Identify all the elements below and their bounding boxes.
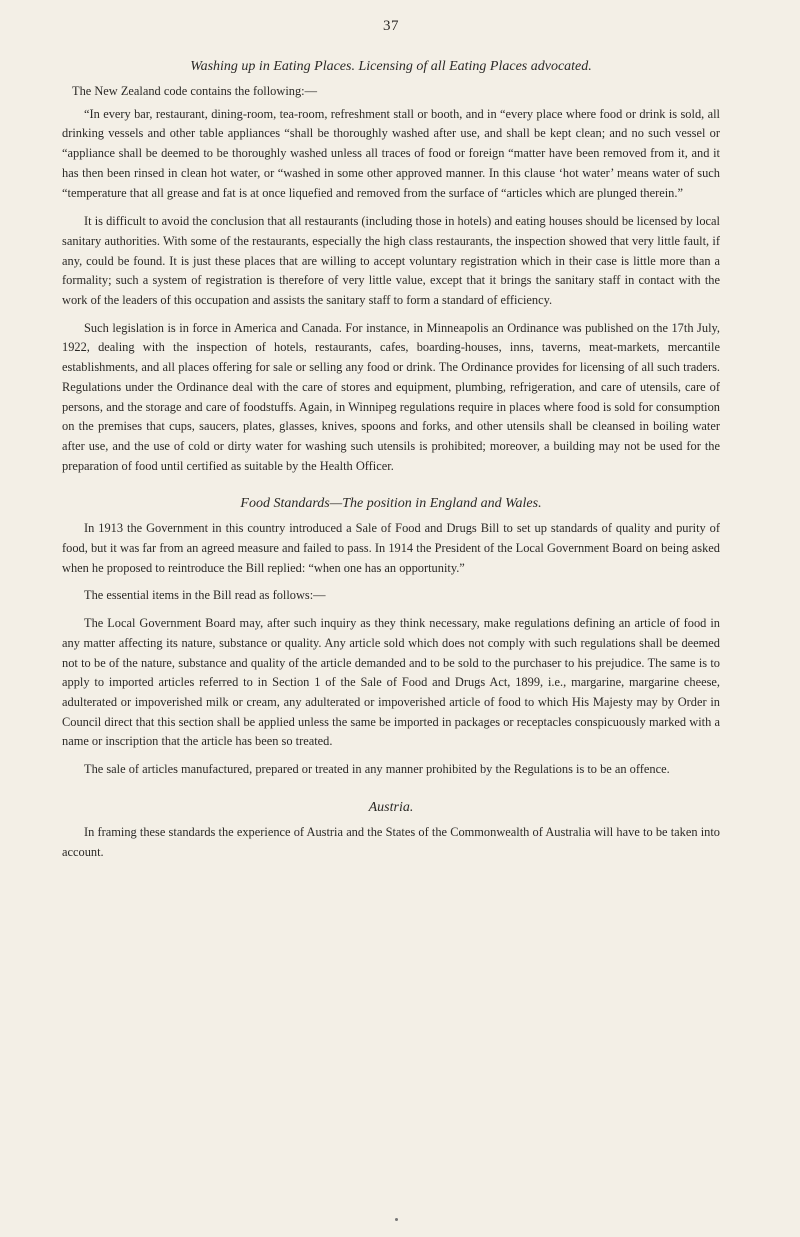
paragraph-1913-bill: In 1913 the Government in this country introduced a Sale of Food and Drugs Bill to set up standards of quality and purity of food, but it was far from an agreed measure and failed to pass. In 1914 the President of the Local Government Board on being asked when he proposed to reintroduce the Bill replied: “when one has an opportunity.” xyxy=(62,521,720,575)
paragraph-america-canada: Such legislation is in force in America and Canada. For instance, in Minneapolis an Ordinance was published on the 17th July, 1922, dealing with the inspection of hotels, restaurants, cafes, boarding-houses, inns, taverns, meat-markets, mercantile establishments, and all places offering for sale or selling any food or drink. The Ordinance provides for licensing of all such traders. Regulations under the Ordinance deal with the care of stores and equipment, plumbing, refrigeration, and care of utensils, care of persons, and the storage and care of foodstuffs. Again, in Winnipeg regulations require in places where food is sold for consumption on the premises that cups, saucers, plates, glasses, knives, spoons and forks, and other utensils shall be cleansed in boiling water after use, and the use of cold or dirty water for washing such utensils is prohibited; moreover, a building may not be used for the preparation of food until certified as suitable by the Health Officer. xyxy=(62,320,720,473)
page-dot-mark xyxy=(395,1218,398,1221)
paragraph-licensing-conclusion: It is difficult to avoid the conclusion that all restaurants (including those in hotels) and eating houses should be licensed by local sanitary authorities. With some of the restaurants, especially the high class restaurants, the inspection showed that very little fault, if any, could be found. It is just these places that are willing to accept voluntary registration which in their case is little more than a formality; such a system of registration is therefore of very little value, except that it brings the sanitary staff in contact with the work of the leaders of this occupation and assists the sanitary staff to form a standard of efficiency. xyxy=(62,214,720,308)
section-heading-austria: Austria. xyxy=(368,799,414,815)
paragraph-new-zealand-quote: “In every bar, restaurant, dining-room, tea-room, refreshment stall or booth, and in “every place where food or drink is sold, all drinking vessels and other table appliances “shall be thoroughly washed after use, and shall be kept clean; and no such vessel or “appliance shall be deemed to be thoroughly washed unless all traces of food or foreign “matter have been removed from it, and it has then been rinsed in clean hot water, or “washed in some other approved manner. In this clause ‘hot water’ means water of such “temperature that all grease and fat is at once liquefied and removed from the surface of “articles which are plunged therein.” xyxy=(62,106,720,200)
paragraph-offence: The sale of articles manufactured, prepared or treated in any manner prohibited by the Regulations is to be an offence. xyxy=(84,762,670,777)
section-heading-washing-up: Washing up in Eating Places. Licensing of all Eating Places advocated. xyxy=(190,59,592,74)
paragraph-regulations: The Local Government Board may, after such inquiry as they think necessary, make regulations defining an article of food in any matter affecting its nature, substance or quality. Any article sold which does not comply with such regulations shall be deemed not to be of the nature, substance and quality of the article demanded and to be sold to the purchaser to his prejudice. The same is to apply to imported articles referred to in Section 1 of the Sale of Food and Drugs Act, 1899, i.e., margarine, margarine cheese, adulterated or impoverished milk or cream, any adulterated or impoverished article of food to which His Majesty may by Order in Council direct that this section shall be applied unless the same be imported in packages or receptacles conspicuously marked with a name or inscription that the article has been so treated. xyxy=(62,616,720,749)
section-heading-food-standards: Food Standards—The position in England and Wales. xyxy=(240,496,542,512)
paragraph-austria: In framing these standards the experience of Austria and the States of the Commonwealth of Australia will have to be taken into account. xyxy=(62,824,720,859)
page-number: 37 xyxy=(383,18,399,34)
paragraph-essential-items-intro: The essential items in the Bill read as follows:— xyxy=(84,588,326,603)
paragraph-new-zealand-intro: The New Zealand code contains the following:— xyxy=(72,84,317,98)
